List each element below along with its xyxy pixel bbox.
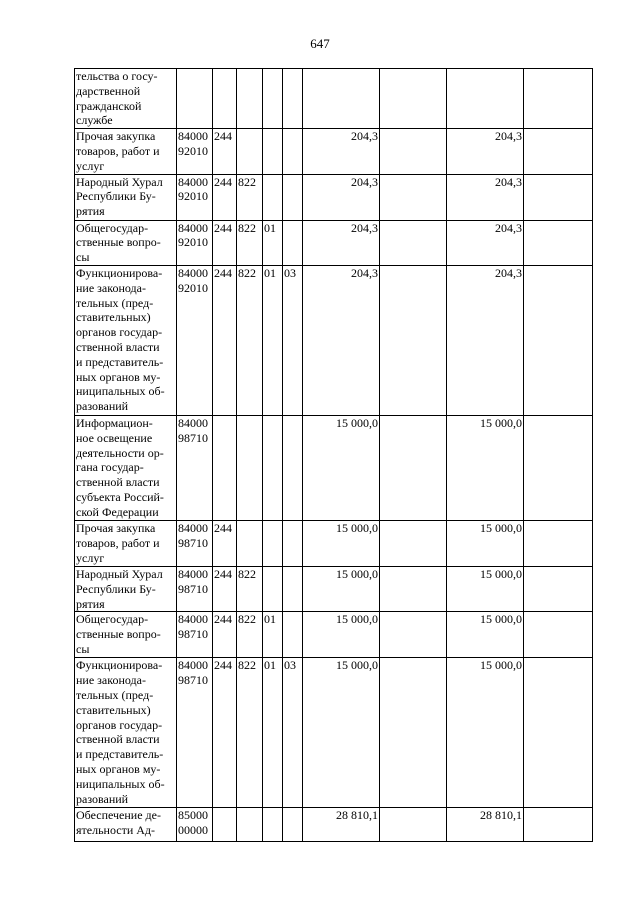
pr-code: 03 <box>283 265 303 415</box>
sum-1 <box>303 69 380 129</box>
table-row <box>75 612 593 658</box>
sum-2: 15 000,0 <box>447 658 524 808</box>
pr-code <box>283 220 303 265</box>
pr-code <box>283 566 303 611</box>
sum-empty <box>380 566 447 611</box>
grbs-code: 822 <box>237 566 263 611</box>
row-name: Народный Хурал Республики Бу- рятия <box>75 174 177 220</box>
sum-1: 204,3 <box>303 220 380 265</box>
sum-2: 15 000,0 <box>447 612 524 658</box>
sum-1: 204,3 <box>303 129 380 174</box>
sum-2: 15 000,0 <box>447 415 524 520</box>
pr-code: 03 <box>283 658 303 808</box>
sum-2: 204,3 <box>447 220 524 265</box>
sum-empty <box>380 658 447 808</box>
vr-code: 244 <box>213 520 237 566</box>
sum-2 <box>447 69 524 129</box>
page-number: 647 <box>310 36 330 51</box>
pr-code <box>283 415 303 520</box>
sum-2: 28 810,1 <box>447 808 524 842</box>
sum-empty <box>380 129 447 174</box>
sum-1: 15 000,0 <box>303 520 380 566</box>
csr-code: 84000 92010 <box>177 174 213 220</box>
grbs-code <box>237 415 263 520</box>
sum-3 <box>524 174 593 220</box>
sum-3 <box>524 69 593 129</box>
vr-code: 244 <box>213 658 237 808</box>
vr-code: 244 <box>213 220 237 265</box>
sum-empty <box>380 612 447 658</box>
csr-code: 84000 98710 <box>177 612 213 658</box>
pr-code <box>283 174 303 220</box>
rz-code: 01 <box>263 612 283 658</box>
row-name: Функционирова- ние законода- тельных (пред- ставительных) органов государ- ственной власти и представитель- ных органов му- ниципальных об- разований <box>75 658 177 808</box>
vr-code <box>213 69 237 129</box>
sum-1: 15 000,0 <box>303 566 380 611</box>
sum-1: 28 810,1 <box>303 808 380 842</box>
sum-empty <box>380 520 447 566</box>
rz-code <box>263 415 283 520</box>
row-name: тельства о госу- дарственной гражданской службе <box>75 69 177 129</box>
vr-code: 244 <box>213 174 237 220</box>
vr-code: 244 <box>213 265 237 415</box>
sum-empty <box>380 174 447 220</box>
sum-3 <box>524 658 593 808</box>
sum-1: 204,3 <box>303 265 380 415</box>
table-row <box>75 69 593 129</box>
rz-code <box>263 808 283 842</box>
grbs-code: 822 <box>237 658 263 808</box>
pr-code <box>283 520 303 566</box>
grbs-code: 822 <box>237 174 263 220</box>
sum-3 <box>524 220 593 265</box>
sum-3 <box>524 265 593 415</box>
sum-3 <box>524 808 593 842</box>
rz-code <box>263 129 283 174</box>
grbs-code <box>237 808 263 842</box>
row-name: Народный Хурал Республики Бу- рятия <box>75 566 177 611</box>
pr-code <box>283 808 303 842</box>
table-row <box>75 415 593 520</box>
grbs-code: 822 <box>237 612 263 658</box>
row-name: Функционирова- ние законода- тельных (пред- ставительных) органов государ- ственной власти и представитель- ных органов му- ниципальных об- разований <box>75 265 177 415</box>
rz-code <box>263 520 283 566</box>
csr-code: 84000 98710 <box>177 520 213 566</box>
budget-table <box>74 68 593 842</box>
sum-empty <box>380 220 447 265</box>
table-body <box>75 69 593 842</box>
csr-code: 84000 98710 <box>177 566 213 611</box>
grbs-code: 822 <box>237 220 263 265</box>
rz-code: 01 <box>263 220 283 265</box>
table-row <box>75 808 593 842</box>
row-name: Общегосудар- ственные вопро- сы <box>75 612 177 658</box>
row-name: Общегосудар- ственные вопро- сы <box>75 220 177 265</box>
sum-2: 204,3 <box>447 174 524 220</box>
sum-3 <box>524 129 593 174</box>
table-row <box>75 129 593 174</box>
vr-code: 244 <box>213 566 237 611</box>
vr-code <box>213 808 237 842</box>
rz-code: 01 <box>263 658 283 808</box>
rz-code <box>263 69 283 129</box>
table-row <box>75 265 593 415</box>
rz-code <box>263 566 283 611</box>
sum-3 <box>524 415 593 520</box>
csr-code: 84000 98710 <box>177 415 213 520</box>
sum-1: 15 000,0 <box>303 415 380 520</box>
table-row <box>75 566 593 611</box>
vr-code: 244 <box>213 612 237 658</box>
sum-3 <box>524 566 593 611</box>
grbs-code <box>237 69 263 129</box>
sum-2: 15 000,0 <box>447 520 524 566</box>
sum-3 <box>524 612 593 658</box>
sum-2: 204,3 <box>447 265 524 415</box>
grbs-code <box>237 520 263 566</box>
csr-code: 84000 92010 <box>177 265 213 415</box>
row-name: Обеспечение де- ятельности Ад- <box>75 808 177 842</box>
csr-code: 84000 98710 <box>177 658 213 808</box>
row-name: Прочая закупка товаров, работ и услуг <box>75 520 177 566</box>
pr-code <box>283 129 303 174</box>
sum-empty <box>380 265 447 415</box>
vr-code <box>213 415 237 520</box>
rz-code: 01 <box>263 265 283 415</box>
csr-code: 84000 92010 <box>177 220 213 265</box>
table-row <box>75 220 593 265</box>
pr-code <box>283 69 303 129</box>
csr-code: 84000 92010 <box>177 129 213 174</box>
vr-code: 244 <box>213 129 237 174</box>
table-row <box>75 658 593 808</box>
row-name: Прочая закупка товаров, работ и услуг <box>75 129 177 174</box>
sum-empty <box>380 69 447 129</box>
sum-empty <box>380 415 447 520</box>
csr-code <box>177 69 213 129</box>
sum-1: 15 000,0 <box>303 658 380 808</box>
sum-1: 204,3 <box>303 174 380 220</box>
sum-empty <box>380 808 447 842</box>
sum-3 <box>524 520 593 566</box>
sum-2: 15 000,0 <box>447 566 524 611</box>
csr-code: 85000 00000 <box>177 808 213 842</box>
table-row <box>75 520 593 566</box>
sum-2: 204,3 <box>447 129 524 174</box>
row-name: Информацион- ное освещение деятельности ор- гана государ- ственной власти субъекта Россий- ской Федерации <box>75 415 177 520</box>
table-row <box>75 174 593 220</box>
rz-code <box>263 174 283 220</box>
grbs-code <box>237 129 263 174</box>
sum-1: 15 000,0 <box>303 612 380 658</box>
pr-code <box>283 612 303 658</box>
grbs-code: 822 <box>237 265 263 415</box>
